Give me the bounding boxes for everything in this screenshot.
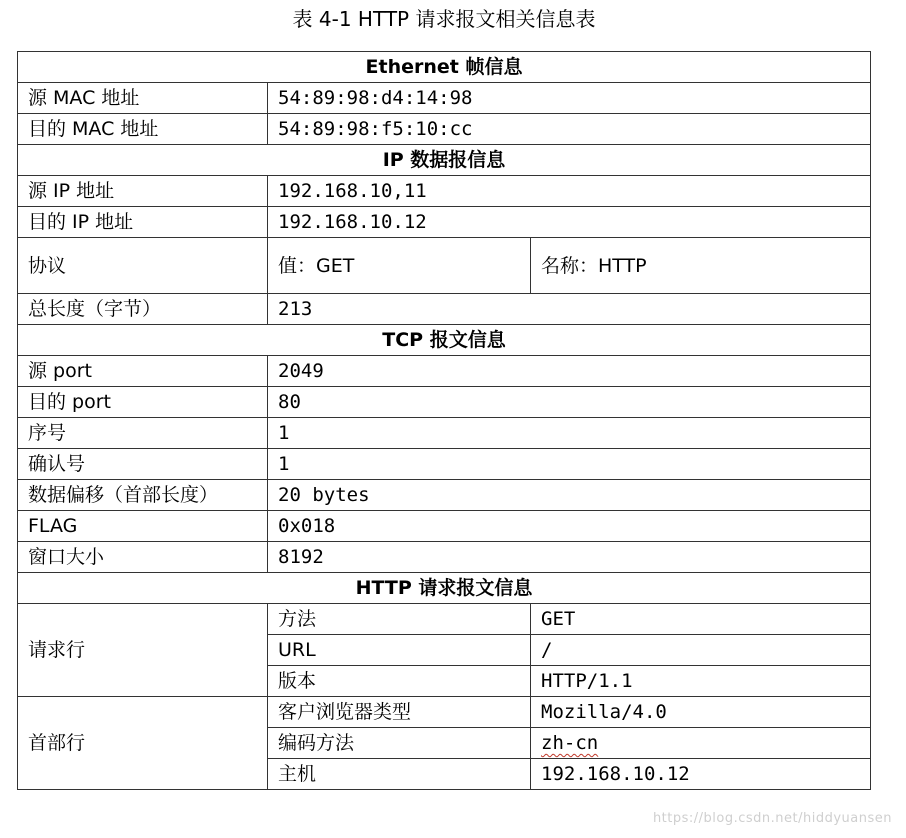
- src-ip-value: 192.168.10,11: [268, 176, 871, 207]
- src-port-label: 源 port: [18, 356, 268, 387]
- user-agent-value: Mozilla/4.0: [531, 697, 871, 728]
- table-row: [18, 83, 871, 114]
- section-header-ethernet: [18, 52, 871, 83]
- src-mac-value: 54:89:98:d4:14:98: [268, 83, 871, 114]
- protocol-name: 名称：HTTP: [531, 238, 871, 294]
- request-line-label: 请求行: [18, 604, 268, 697]
- seq-value: 1: [268, 418, 871, 449]
- method-value: GET: [531, 604, 871, 635]
- total-length-label: 总长度（字节）: [18, 294, 268, 325]
- table-row: [18, 542, 871, 573]
- src-ip-label: 源 IP 地址: [18, 176, 268, 207]
- table-row: [18, 294, 871, 325]
- dst-mac-value: 54:89:98:f5:10:cc: [268, 114, 871, 145]
- flag-value: 0x018: [268, 511, 871, 542]
- src-port-value: 2049: [268, 356, 871, 387]
- http-request-info-table: [17, 51, 871, 790]
- http-heading: HTTP 请求报文信息: [18, 573, 871, 604]
- host-field: 主机: [268, 759, 531, 790]
- version-field: 版本: [268, 666, 531, 697]
- encoding-value-text: zh-cn: [541, 732, 599, 754]
- url-value: /: [531, 635, 871, 666]
- method-field: 方法: [268, 604, 531, 635]
- section-header-tcp: [18, 325, 871, 356]
- header-lines-label: 首部行: [18, 697, 268, 790]
- total-length-value: 213: [268, 294, 871, 325]
- dst-ip-value: 192.168.10.12: [268, 207, 871, 238]
- dst-port-label: 目的 port: [18, 387, 268, 418]
- encoding-value: [531, 728, 871, 759]
- ethernet-heading: Ethernet 帧信息: [18, 52, 871, 83]
- window-size-value: 8192: [268, 542, 871, 573]
- table-row: [18, 418, 871, 449]
- table-row: [18, 480, 871, 511]
- src-mac-label: 源 MAC 地址: [18, 83, 268, 114]
- seq-label: 序号: [18, 418, 268, 449]
- protocol-label: 协议: [18, 238, 268, 294]
- tcp-heading: TCP 报文信息: [18, 325, 871, 356]
- watermark: https://blog.csdn.net/hiddyuansen: [652, 811, 892, 826]
- table-row: [18, 176, 871, 207]
- dst-ip-label: 目的 IP 地址: [18, 207, 268, 238]
- table-row: [18, 604, 871, 635]
- table-row: [18, 356, 871, 387]
- table-row: [18, 114, 871, 145]
- dst-port-value: 80: [268, 387, 871, 418]
- user-agent-field: 客户浏览器类型: [268, 697, 531, 728]
- data-offset-value: 20 bytes: [268, 480, 871, 511]
- url-field: URL: [268, 635, 531, 666]
- ip-heading: IP 数据报信息: [18, 145, 871, 176]
- table-row: [18, 511, 871, 542]
- data-offset-label: 数据偏移（首部长度）: [18, 480, 268, 511]
- ack-value: 1: [268, 449, 871, 480]
- table-row: [18, 238, 871, 294]
- section-header-ip: [18, 145, 871, 176]
- table-row: [18, 449, 871, 480]
- ack-label: 确认号: [18, 449, 268, 480]
- encoding-field: 编码方法: [268, 728, 531, 759]
- window-size-label: 窗口大小: [18, 542, 268, 573]
- host-value: 192.168.10.12: [531, 759, 871, 790]
- table-row: [18, 697, 871, 728]
- flag-label: FLAG: [18, 511, 268, 542]
- table-caption: 表 4-1 HTTP 请求报文相关信息表: [292, 7, 596, 31]
- protocol-value: 值：GET: [268, 238, 531, 294]
- section-header-http: [18, 573, 871, 604]
- dst-mac-label: 目的 MAC 地址: [18, 114, 268, 145]
- table-row: [18, 207, 871, 238]
- table-row: [18, 387, 871, 418]
- version-value: HTTP/1.1: [531, 666, 871, 697]
